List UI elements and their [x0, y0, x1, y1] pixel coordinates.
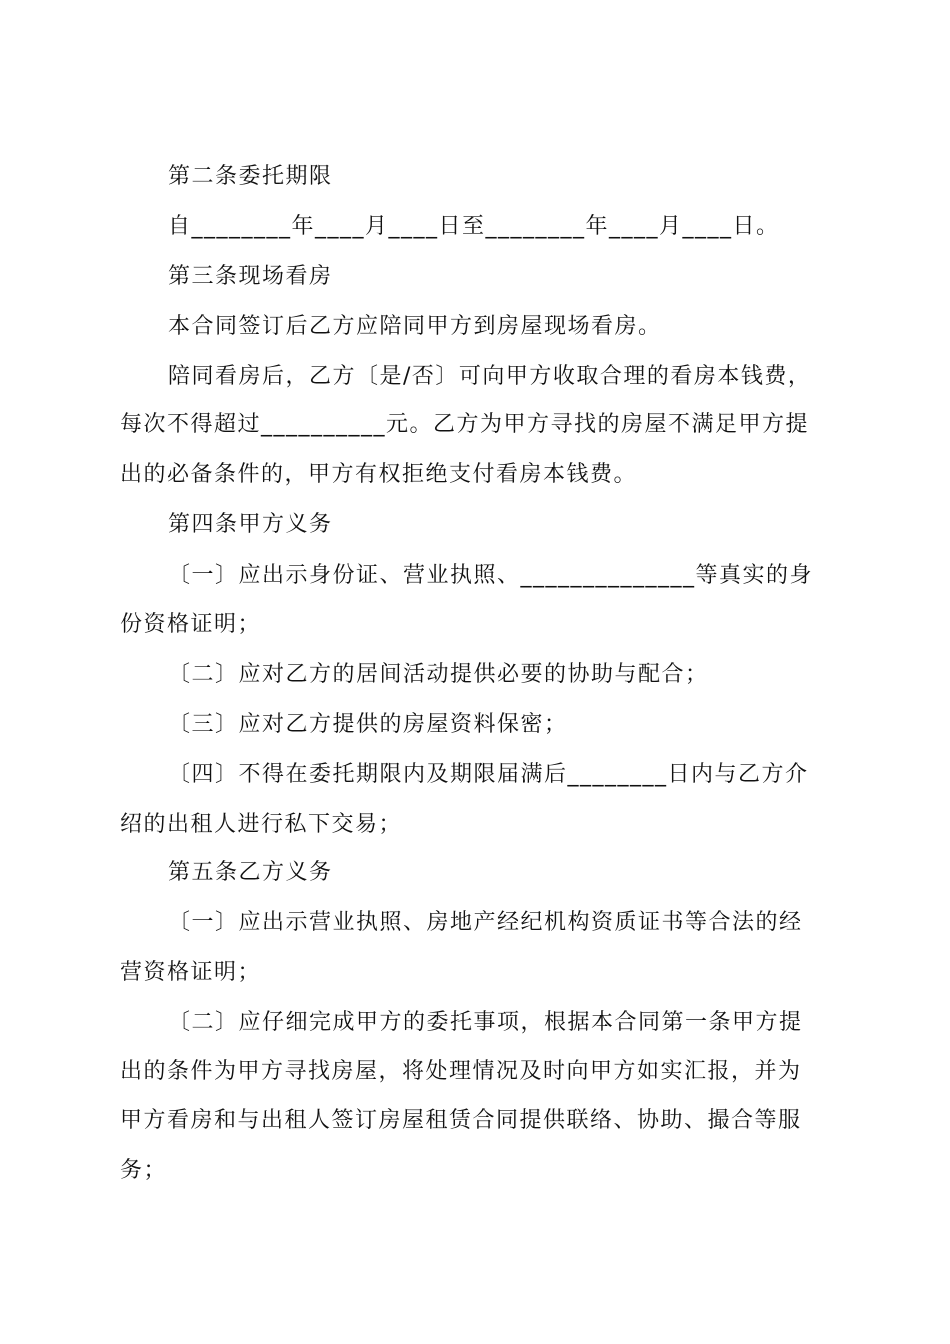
paragraph-line: 本合同签订后乙方应陪同甲方到房屋现场看房。: [168, 314, 662, 339]
paragraph-line: 份资格证明；: [120, 612, 262, 637]
article-5-heading: 第五条乙方义务: [168, 860, 333, 885]
article-2-heading: 第二条委托期限: [168, 164, 333, 189]
article-4-heading: 第四条甲方义务: [168, 512, 333, 537]
paragraph-line: 出的条件为甲方寻找房屋，将处理情况及时向甲方如实汇报，并为: [120, 1059, 802, 1084]
article-3-heading: 第三条现场看房: [168, 264, 333, 289]
paragraph-line: 每次不得超过__________元。乙方为甲方寻找的房屋不满足甲方提: [120, 412, 810, 437]
paragraph-line: 营资格证明；: [120, 960, 262, 985]
commission-period-line: 自________年____月____日至________年____月____日。: [168, 214, 780, 239]
paragraph-line: 甲方看房和与出租人签订房屋租赁合同提供联络、协助、撮合等服: [120, 1108, 802, 1133]
paragraph-line: 〔一〕应出示营业执照、房地产经纪机构资质证书等合法的经: [168, 910, 803, 935]
paragraph-line: 出的必备条件的，甲方有权拒绝支付看房本钱费。: [120, 462, 638, 487]
paragraph-line: 〔四〕不得在委托期限内及期限届满后________日内与乙方介: [168, 762, 809, 787]
paragraph-line: 〔三〕应对乙方提供的房屋资料保密；: [168, 712, 568, 737]
paragraph-line: 〔二〕应仔细完成甲方的委托事项，根据本合同第一条甲方提: [168, 1010, 803, 1035]
paragraph-line: 陪同看房后，乙方〔是/否〕可向甲方收取合理的看房本钱费，: [168, 364, 812, 389]
paragraph-line: 绍的出租人进行私下交易；: [120, 812, 403, 837]
paragraph-line: 〔二〕应对乙方的居间活动提供必要的协助与配合；: [168, 662, 709, 687]
paragraph-line: 〔一〕应出示身份证、营业执照、______________等真实的身: [168, 563, 814, 588]
paragraph-line: 务；: [120, 1158, 168, 1183]
